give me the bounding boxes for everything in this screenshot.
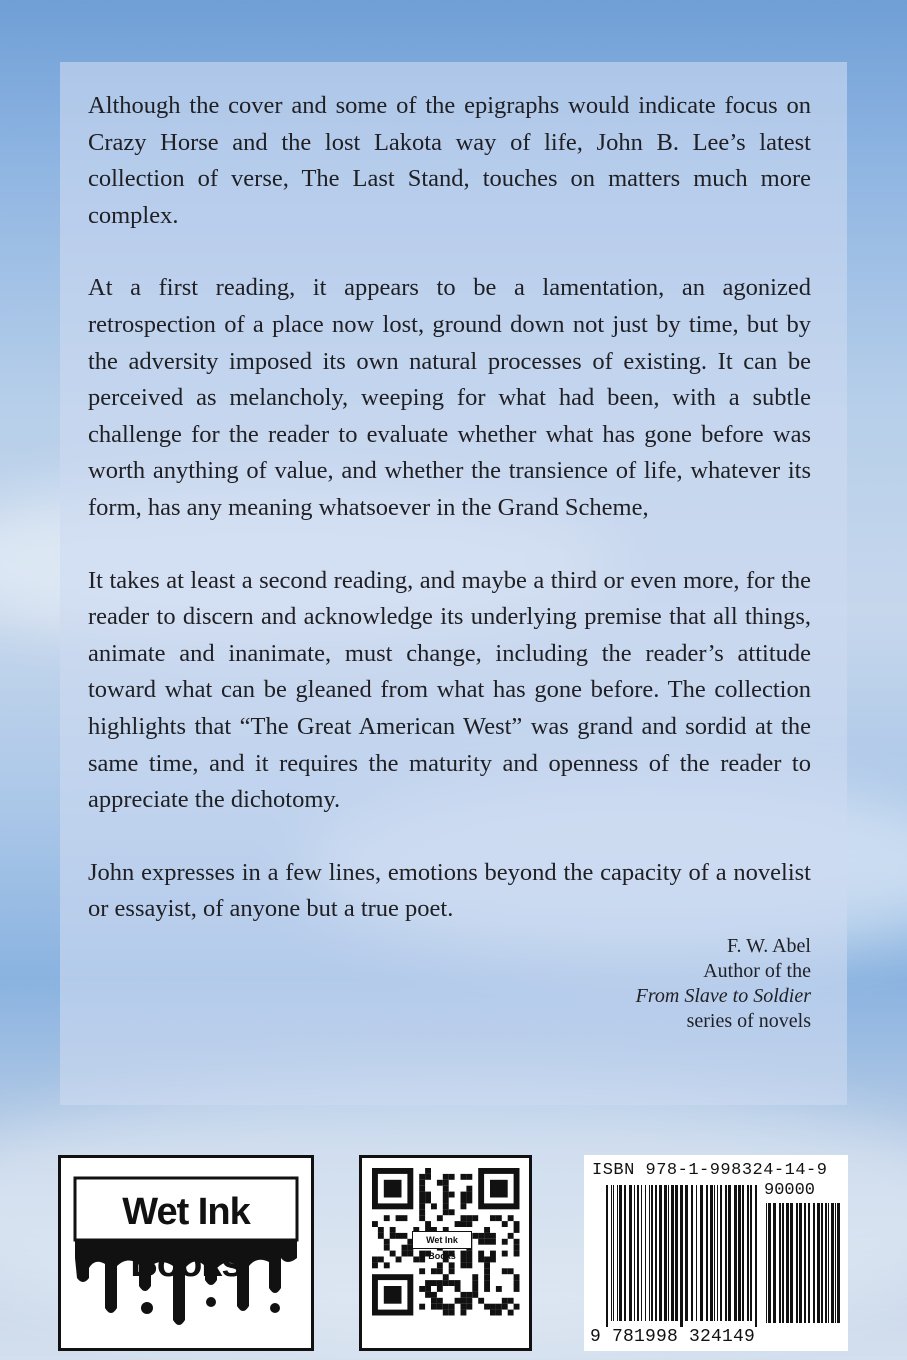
qr-code (359, 1155, 532, 1351)
review-paragraph-1: Although the cover and some of the epigraphs would indicate focus on Crazy Horse and the lost Lakota way of life, John B. Lee’s latest collection of verse, The Last Stand, touches on matters much more complex. (88, 92, 811, 229)
publisher-logo (58, 1155, 314, 1351)
review-paragraph-2: At a first reading, it appears to be a lamentation, an agonized retrospection of a place now lost, ground down not just by time, but by the adversity imposed its own natural processes of existing. It can be perceived as melancholy, weeping for what had been, with a subtle challenge for the reader to evaluate whether what has gone before was worth anything of value, and whether the transience of life, whatever its form, has any meaning whatsoever in the Grand Scheme, (88, 274, 811, 521)
barcode-icon (584, 1155, 848, 1351)
review-paragraph-4: John expresses in a few lines, emotions beyond the capacity of a novelist or essayist, of anyone but a true poet. (88, 858, 811, 923)
attribution-line: series of novels (686, 1009, 811, 1032)
publisher-logo-text: Wet Ink Books (122, 1191, 250, 1285)
attribution (88, 934, 811, 1034)
isbn-barcode (584, 1155, 848, 1351)
attribution-name: F. W. Abel (727, 934, 811, 957)
isbn-digits: 9 781998 324149 (590, 1327, 756, 1347)
attribution-line: Author of the (703, 959, 811, 982)
isbn-text: ISBN 978-1-998324-14-9 (592, 1161, 828, 1180)
attribution-series-title: From Slave to Soldier (635, 984, 811, 1007)
price-code: 90000 (764, 1181, 816, 1200)
review-panel (60, 62, 847, 1105)
qr-label: Wet Ink Books (412, 1231, 472, 1249)
review-paragraph-3: It takes at least a second reading, and maybe a third or even more, for the reader to discern and acknowledge its underlying premise that all things, animate and inanimate, must change, including the reader’s attitude toward what can be gleaned from what has gone before. The collection highlights that “The Great American West” was grand and sordid at the same time, and it requires the maturity and openness of the reader to appreciate the dichotomy. (88, 566, 811, 814)
